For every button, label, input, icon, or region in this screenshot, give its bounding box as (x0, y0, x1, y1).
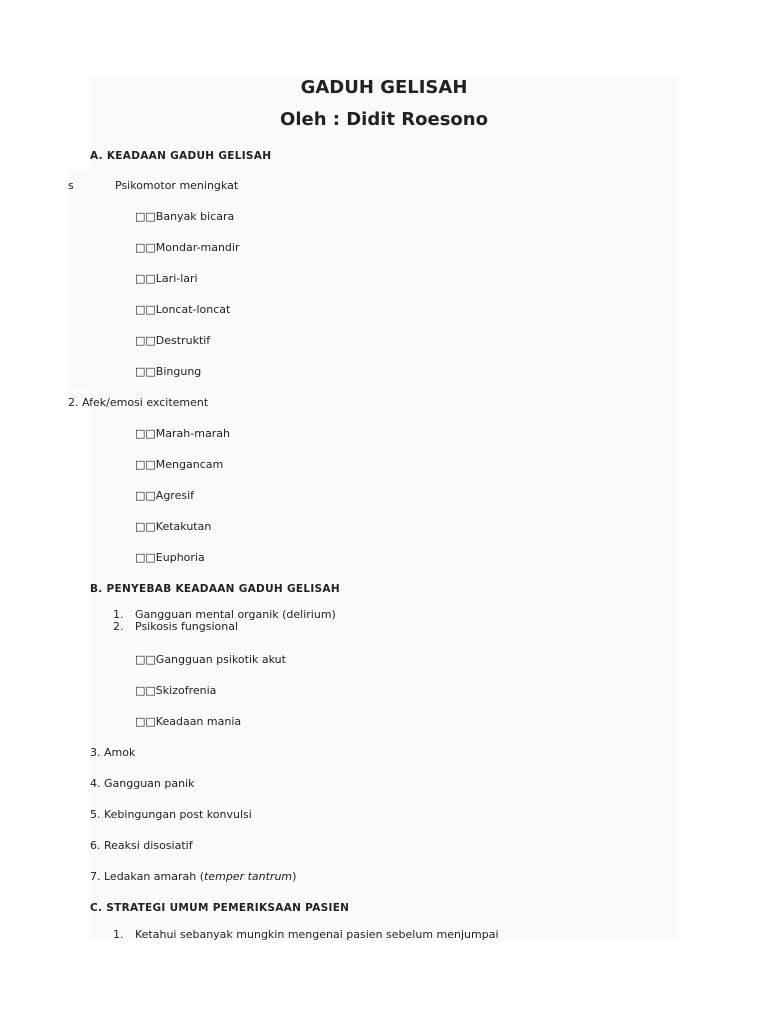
bullet-glyph: □□ (135, 365, 156, 378)
bullet-glyph: □□ (135, 684, 156, 697)
author-line: Oleh : Didit Roesono (280, 109, 488, 130)
list-item: □□Bingung (135, 365, 202, 378)
list-item: □□Euphoria (135, 551, 205, 564)
bullet-glyph: □□ (135, 210, 156, 223)
list-item: □□Destruktif (135, 334, 211, 347)
page-background-left (68, 170, 90, 390)
bullet-glyph: □□ (135, 272, 156, 285)
section-b-item7: 7. Ledakan amarah (temper tantrum) (90, 870, 297, 883)
list-item: □□Lari-lari (135, 272, 198, 285)
section-a-item2-label: 2. Afek/emosi excitement (68, 396, 209, 409)
list-item: □□Gangguan psikotik akut (135, 653, 286, 666)
section-b-item5: 5. Kebingungan post konvulsi (90, 808, 252, 821)
list-item: 1. Gangguan mental organik (delirium) (113, 608, 336, 621)
list-item: □□Banyak bicara (135, 210, 235, 223)
list-number: 1. (113, 928, 124, 941)
list-item: 1. Ketahui sebanyak mungkin mengenai pasien sebelum menjumpai (113, 928, 499, 941)
bullet-glyph: □□ (135, 551, 156, 564)
list-item: □□Mondar-mandir (135, 241, 240, 254)
document-title: GADUH GELISAH (300, 77, 468, 98)
list-item: 2. Psikosis fungsional (113, 620, 239, 633)
section-b-item3: 3. Amok (90, 746, 136, 759)
section-c-heading: C. STRATEGI UMUM PEMERIKSAAN PASIEN (90, 902, 350, 914)
section-a-item1-label: Psikomotor meningkat (115, 179, 239, 192)
list-number: 1. (113, 608, 124, 621)
bullet-glyph: □□ (135, 334, 156, 347)
list-item: □□Skizofrenia (135, 684, 217, 697)
bullet-glyph: □□ (135, 489, 156, 502)
list-number: 2. (113, 620, 124, 633)
section-a-heading: A. KEADAAN GADUH GELISAH (90, 150, 272, 162)
section-b-item6: 6. Reaksi disosiatif (90, 839, 193, 852)
section-b-heading: B. PENYEBAB KEADAAN GADUH GELISAH (90, 583, 340, 595)
list-item: □□Loncat-loncat (135, 303, 231, 316)
list-item: □□Marah-marah (135, 427, 230, 440)
bullet-glyph: □□ (135, 427, 156, 440)
bullet-glyph: □□ (135, 715, 156, 728)
bullet-glyph: □□ (135, 303, 156, 316)
item7-italic: temper tantrum (204, 870, 293, 883)
section-b-item4: 4. Gangguan panik (90, 777, 195, 790)
list-item: □□Ketakutan (135, 520, 212, 533)
bullet-glyph: □□ (135, 458, 156, 471)
list-item: □□Agresif (135, 489, 195, 502)
bullet-glyph: □□ (135, 653, 156, 666)
list-item: □□Keadaan mania (135, 715, 242, 728)
bullet-glyph: □□ (135, 241, 156, 254)
section-a-item1-marker: s (68, 179, 74, 192)
list-item: □□Mengancam (135, 458, 224, 471)
bullet-glyph: □□ (135, 520, 156, 533)
